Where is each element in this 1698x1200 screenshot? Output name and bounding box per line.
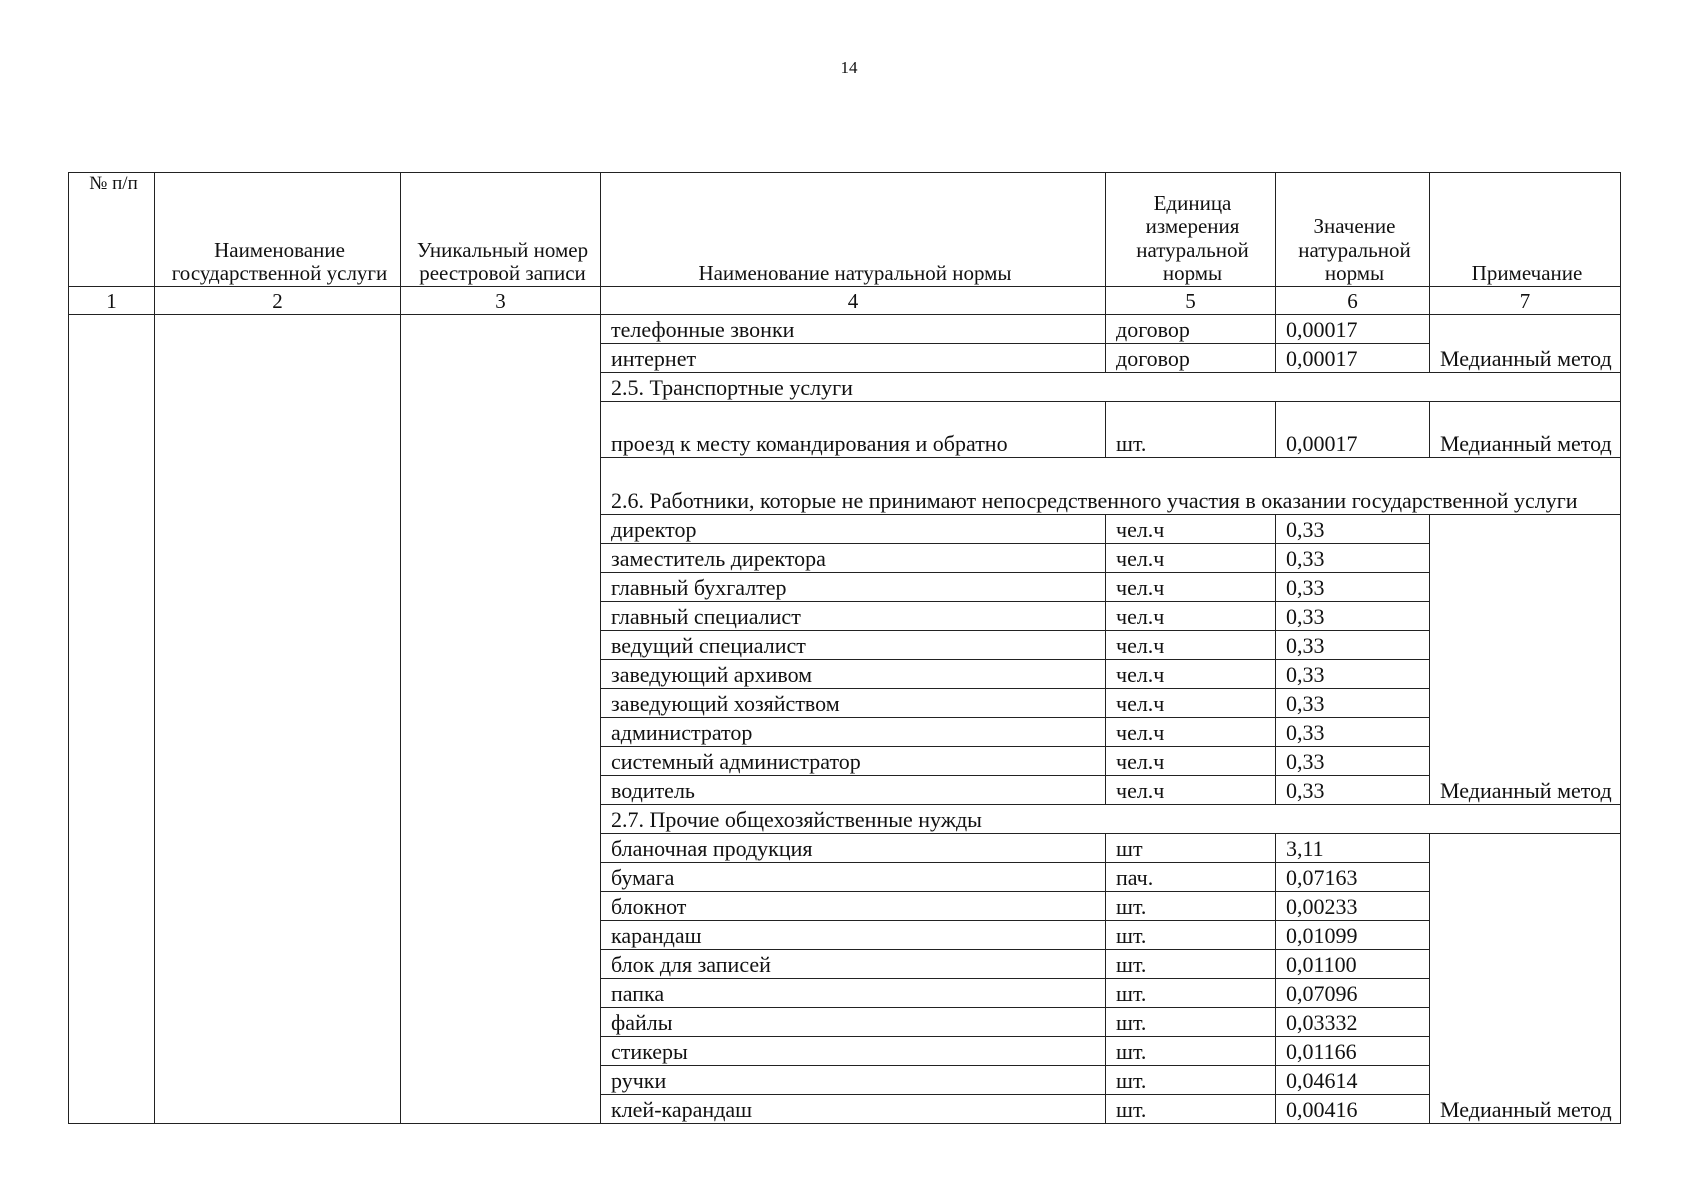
norm-unit: шт — [1106, 834, 1276, 863]
cell-registry-empty — [401, 315, 601, 1124]
norm-name: бланочная продукция — [601, 834, 1106, 863]
norm-value: 0,33 — [1276, 689, 1430, 718]
header-registry-number: Уникальный номер реестровой записи — [401, 173, 601, 287]
norm-name: администратор — [601, 718, 1106, 747]
norm-unit: чел.ч — [1106, 544, 1276, 573]
column-number: 2 — [155, 287, 401, 315]
norm-unit: чел.ч — [1106, 573, 1276, 602]
norm-unit: договор — [1106, 315, 1276, 344]
norm-unit: шт. — [1106, 1008, 1276, 1037]
norm-name: телефонные звонки — [601, 315, 1106, 344]
norm-name: стикеры — [601, 1037, 1106, 1066]
norm-unit: чел.ч — [1106, 660, 1276, 689]
header-service-name: Наименование государственной услуги — [155, 173, 401, 287]
table-header-row — [69, 173, 1621, 287]
column-number: 3 — [401, 287, 601, 315]
norm-value: 0,01166 — [1276, 1037, 1430, 1066]
norm-name: главный бухгалтер — [601, 573, 1106, 602]
page-number: 14 — [840, 58, 858, 77]
norm-name: блокнот — [601, 892, 1106, 921]
header-unit: Единица измерения натуральной нормы — [1106, 173, 1276, 287]
norm-name: блок для записей — [601, 950, 1106, 979]
header-note: Примечание — [1430, 173, 1621, 287]
norm-note: Медианный метод — [1430, 515, 1621, 805]
norm-value: 0,01099 — [1276, 921, 1430, 950]
norm-value: 0,00017 — [1276, 344, 1430, 373]
cell-number-empty — [69, 315, 155, 1124]
norm-value: 0,33 — [1276, 747, 1430, 776]
norm-name: главный специалист — [601, 602, 1106, 631]
norm-value: 0,33 — [1276, 631, 1430, 660]
norm-name: бумага — [601, 863, 1106, 892]
norm-value: 0,33 — [1276, 544, 1430, 573]
column-number: 5 — [1106, 287, 1276, 315]
norm-value: 0,00017 — [1276, 402, 1430, 458]
norm-name: заведующий хозяйством — [601, 689, 1106, 718]
norm-unit: шт. — [1106, 402, 1276, 458]
norm-unit: шт. — [1106, 1095, 1276, 1124]
section-title: 2.7. Прочие общехозяйственные нужды — [601, 805, 1621, 834]
norm-value: 3,11 — [1276, 834, 1430, 863]
cell-service-empty — [155, 315, 401, 1124]
norm-name: клей-карандаш — [601, 1095, 1106, 1124]
norm-value: 0,33 — [1276, 718, 1430, 747]
norm-unit: чел.ч — [1106, 718, 1276, 747]
norm-unit: чел.ч — [1106, 631, 1276, 660]
norm-name: заведующий архивом — [601, 660, 1106, 689]
norm-name: файлы — [601, 1008, 1106, 1037]
norm-name: системный администратор — [601, 747, 1106, 776]
norm-name: водитель — [601, 776, 1106, 805]
norm-name: директор — [601, 515, 1106, 544]
norm-value: 0,03332 — [1276, 1008, 1430, 1037]
norm-value: 0,07163 — [1276, 863, 1430, 892]
norm-value: 0,33 — [1276, 573, 1430, 602]
norm-value: 0,00017 — [1276, 315, 1430, 344]
norm-unit: шт. — [1106, 979, 1276, 1008]
norm-name: ведущий специалист — [601, 631, 1106, 660]
header-norm-name: Наименование натуральной нормы — [601, 173, 1106, 287]
norm-name: заместитель директора — [601, 544, 1106, 573]
table-row — [69, 315, 1621, 344]
norm-value: 0,01100 — [1276, 950, 1430, 979]
norm-unit: договор — [1106, 344, 1276, 373]
norm-note: Медианный метод — [1430, 315, 1621, 373]
section-title: 2.5. Транспортные услуги — [601, 373, 1621, 402]
norm-unit: шт. — [1106, 921, 1276, 950]
norm-unit: шт. — [1106, 1037, 1276, 1066]
natural-norms-table — [68, 172, 1621, 1124]
section-title: 2.6. Работники, которые не принимают непосредственного участия в оказании государственной услуги — [601, 458, 1621, 515]
norm-name: карандаш — [601, 921, 1106, 950]
norm-name: папка — [601, 979, 1106, 1008]
column-number: 6 — [1276, 287, 1430, 315]
norm-unit: шт. — [1106, 950, 1276, 979]
norm-name: интернет — [601, 344, 1106, 373]
norm-unit: чел.ч — [1106, 689, 1276, 718]
norm-value: 0,33 — [1276, 515, 1430, 544]
norm-unit: чел.ч — [1106, 747, 1276, 776]
column-number: 4 — [601, 287, 1106, 315]
norm-value: 0,07096 — [1276, 979, 1430, 1008]
norm-unit: шт. — [1106, 892, 1276, 921]
norm-value: 0,00416 — [1276, 1095, 1430, 1124]
norm-name: проезд к месту командирования и обратно — [601, 402, 1106, 458]
norm-unit: чел.ч — [1106, 602, 1276, 631]
norm-note: Медианный метод — [1430, 834, 1621, 1124]
norm-value: 0,33 — [1276, 602, 1430, 631]
header-value: Значение натуральной нормы — [1276, 173, 1430, 287]
norm-unit: шт. — [1106, 1066, 1276, 1095]
norm-value: 0,33 — [1276, 776, 1430, 805]
norm-name: ручки — [601, 1066, 1106, 1095]
column-number: 7 — [1430, 287, 1621, 315]
norm-unit: чел.ч — [1106, 515, 1276, 544]
header-number: № п/п — [69, 173, 155, 287]
norm-value: 0,33 — [1276, 660, 1430, 689]
column-numbers-row — [69, 287, 1621, 315]
norm-unit: чел.ч — [1106, 776, 1276, 805]
norm-value: 0,04614 — [1276, 1066, 1430, 1095]
column-number: 1 — [69, 287, 155, 315]
norm-unit: пач. — [1106, 863, 1276, 892]
norm-value: 0,00233 — [1276, 892, 1430, 921]
norm-note: Медианный метод — [1430, 402, 1621, 458]
